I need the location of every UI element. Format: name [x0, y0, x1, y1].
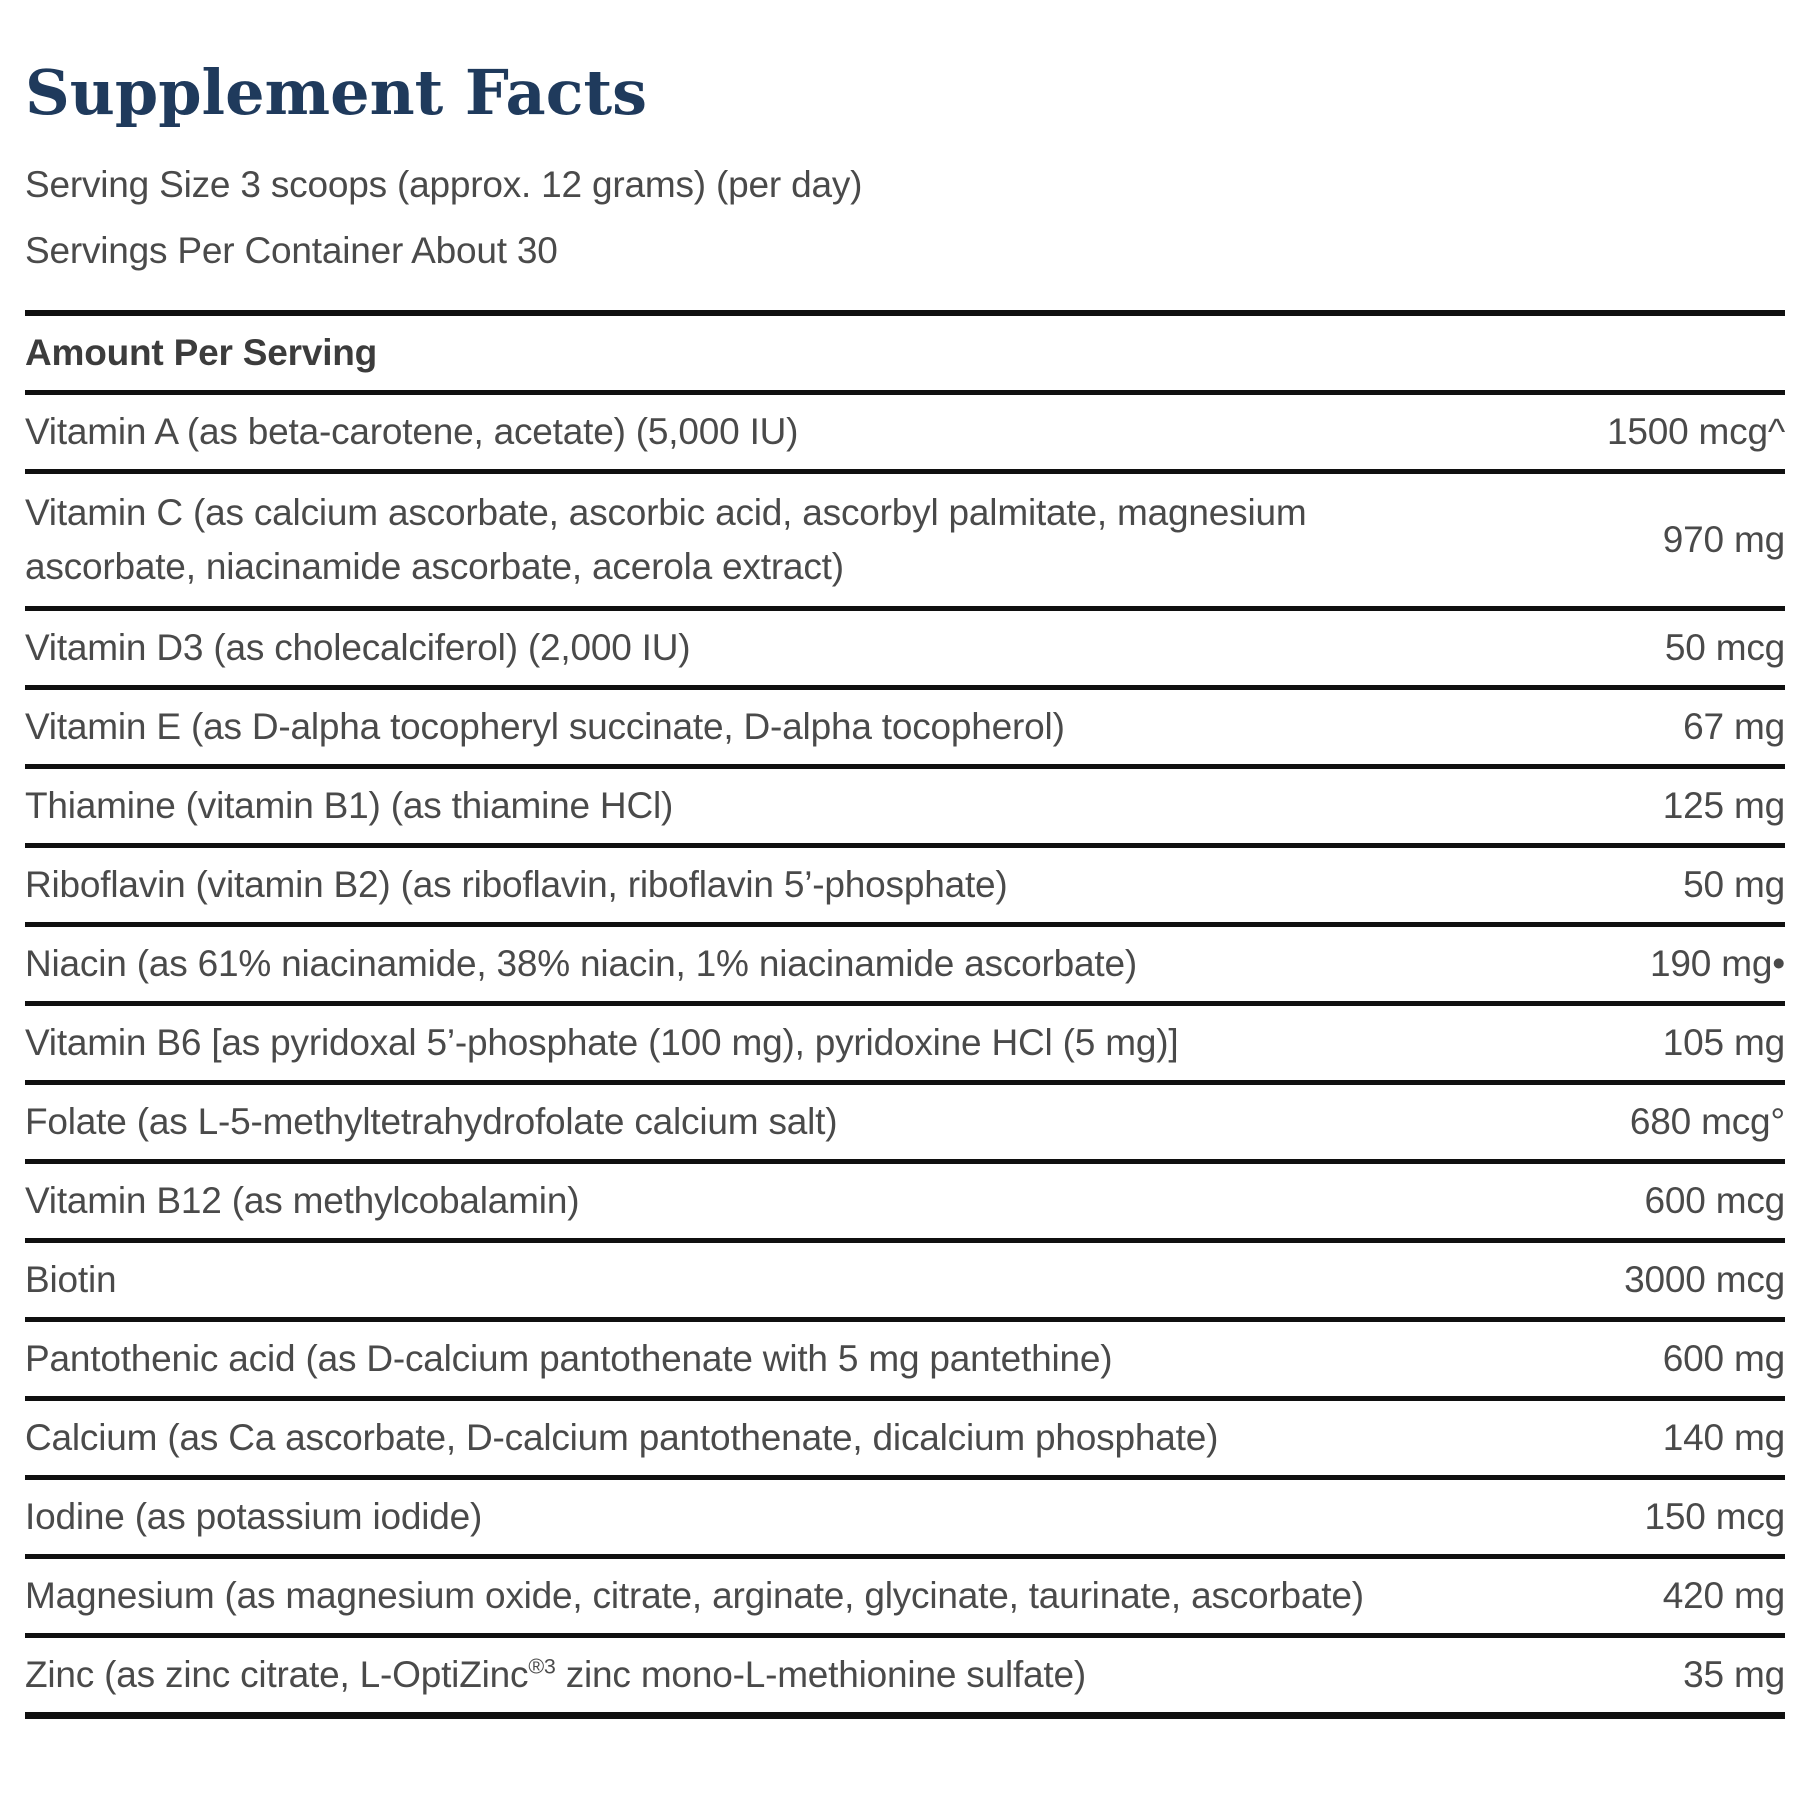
supplement-facts-table	[25, 310, 1785, 1719]
nutrient-amount: 680 mcg°	[1629, 1101, 1785, 1142]
table-row	[25, 1322, 1785, 1401]
nutrient-amount: 3000 mcg	[1624, 1259, 1785, 1300]
nutrient-amount: 420 mg	[1662, 1575, 1785, 1616]
nutrient-name: Niacin (as 61% niacinamide, 38% niacin, 1% niacinamide ascorbate)	[25, 943, 1137, 984]
table-row	[25, 769, 1785, 848]
nutrient-amount: 35 mg	[1683, 1654, 1785, 1695]
nutrient-amount: 50 mcg	[1664, 627, 1785, 668]
nutrient-amount: 970 mg	[1662, 519, 1785, 560]
nutrient-name-line: Vitamin C (as calcium ascorbate, ascorbic acid, ascorbyl palmitate, magnesium	[25, 492, 1307, 533]
table-row	[25, 395, 1785, 474]
table-row	[25, 927, 1785, 1006]
nutrient-name-line: ascorbate, niacinamide ascorbate, acerola extract)	[25, 546, 844, 587]
nutrient-name: Magnesium (as magnesium oxide, citrate, arginate, glycinate, taurinate, ascorbate)	[25, 1575, 1364, 1616]
table-row	[25, 1480, 1785, 1559]
table-row	[25, 848, 1785, 927]
nutrient-name: Pantothenic acid (as D-calcium pantothenate with 5 mg pantethine)	[25, 1338, 1113, 1379]
nutrient-name: Vitamin B6 [as pyridoxal 5’-phosphate (100 mg), pyridoxine HCl (5 mg)]	[25, 1022, 1179, 1063]
table-row	[25, 1559, 1785, 1638]
nutrient-name: Vitamin D3 (as cholecalciferol) (2,000 IU)	[25, 627, 691, 668]
nutrient-name: Vitamin E (as D-alpha tocopheryl succinate, D-alpha tocopherol)	[25, 706, 1065, 747]
table-row	[25, 1243, 1785, 1322]
nutrient-amount: 67 mg	[1683, 706, 1785, 747]
nutrient-amount: 125 mg	[1662, 785, 1785, 826]
serving-size-line: Serving Size 3 scoops (approx. 12 grams) (per day)	[25, 164, 863, 205]
trademark-superscript: ®3	[528, 1654, 556, 1679]
nutrient-name: Thiamine (vitamin B1) (as thiamine HCl)	[25, 785, 674, 826]
table-row	[25, 690, 1785, 769]
nutrient-name: Biotin	[25, 1259, 117, 1300]
table-row	[25, 1638, 1785, 1719]
nutrient-amount: 1500 mcg^	[1606, 411, 1785, 452]
nutrient-name-text: zinc mono-L-methionine sulfate)	[555, 1654, 1087, 1695]
nutrient-amount: 50 mg	[1683, 864, 1785, 905]
amount-per-serving-header: Amount Per Serving	[25, 316, 1785, 395]
nutrient-name: Riboflavin (vitamin B2) (as riboflavin, riboflavin 5’-phosphate)	[25, 864, 1008, 905]
nutrient-name-text: Zinc (as zinc citrate, L-OptiZinc	[25, 1654, 529, 1695]
table-row	[25, 1164, 1785, 1243]
nutrient-amount: 600 mg	[1662, 1338, 1785, 1379]
table-row	[25, 474, 1785, 611]
nutrient-name: Calcium (as Ca ascorbate, D-calcium pantothenate, dicalcium phosphate)	[25, 1417, 1219, 1458]
nutrient-amount: 600 mcg	[1644, 1180, 1785, 1221]
nutrient-amount: 190 mg•	[1650, 943, 1785, 984]
nutrient-name: Vitamin B12 (as methylcobalamin)	[25, 1180, 580, 1221]
nutrient-amount: 105 mg	[1662, 1022, 1785, 1063]
table-row	[25, 611, 1785, 690]
nutrient-amount: 150 mcg	[1644, 1496, 1785, 1537]
page-title: Supplement Facts	[25, 56, 647, 129]
nutrient-amount: 140 mg	[1662, 1417, 1785, 1458]
nutrient-name: Folate (as L-5-methyltetrahydrofolate calcium salt)	[25, 1101, 838, 1142]
nutrient-name	[25, 1652, 1126, 1698]
nutrient-name: Vitamin A (as beta-carotene, acetate) (5,000 IU)	[25, 411, 799, 452]
nutrient-name	[25, 486, 1347, 594]
table-row	[25, 1085, 1785, 1164]
table-row	[25, 1401, 1785, 1480]
nutrient-name: Iodine (as potassium iodide)	[25, 1496, 483, 1537]
table-row	[25, 1006, 1785, 1085]
servings-per-container-line: Servings Per Container About 30	[25, 230, 558, 271]
